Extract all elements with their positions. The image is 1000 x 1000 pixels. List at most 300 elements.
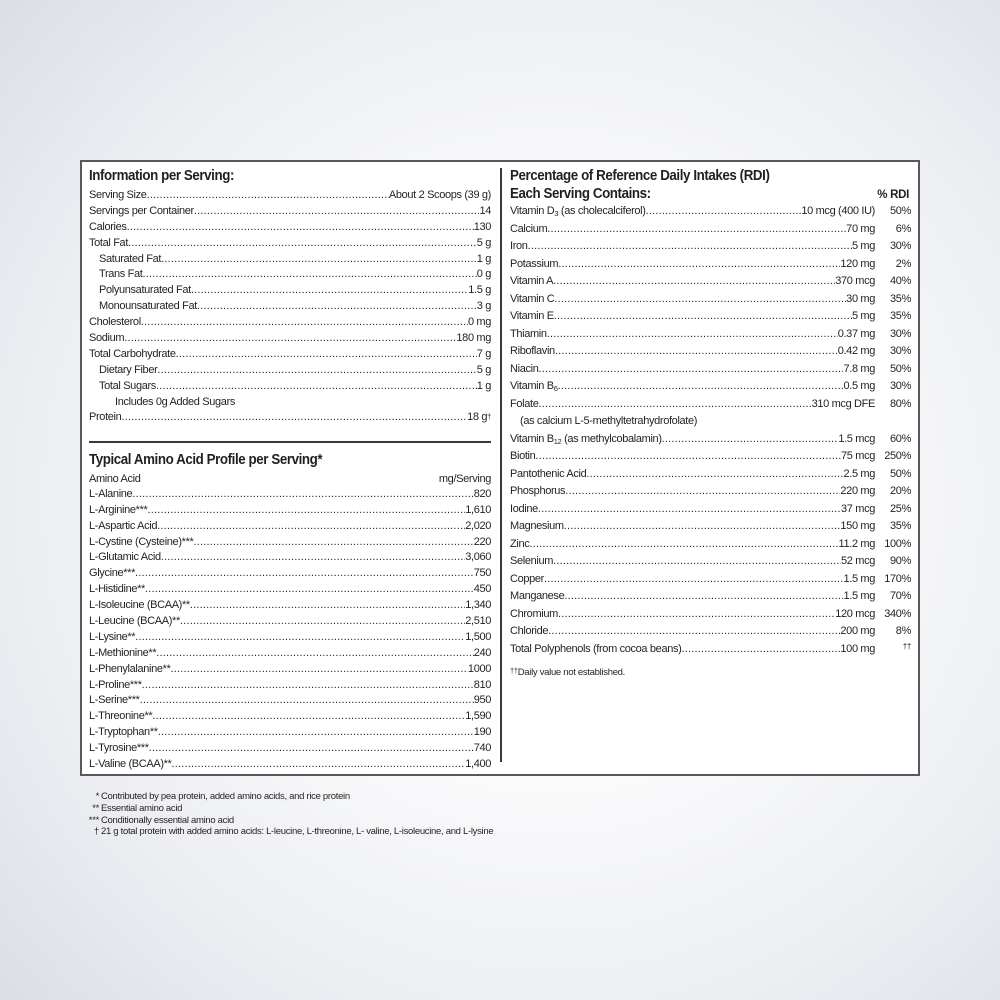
rdi-percent: 6% — [895, 222, 911, 235]
rdi-percent: 35% — [890, 520, 911, 532]
amino-value: 2,510 — [465, 614, 491, 627]
amino-label: L-Threonine** — [89, 710, 153, 723]
rdi-value: 5 mg — [851, 240, 875, 252]
rdi-label-text: Vitamin D — [510, 205, 555, 217]
rdi-label-text: Iodine — [510, 502, 538, 515]
rdi-label — [510, 466, 586, 484]
amino-row — [89, 646, 491, 662]
amino-label: L-Serine*** — [89, 694, 140, 707]
rdi-label — [510, 273, 553, 291]
rdi-percent: 30% — [890, 327, 911, 340]
info-value-text: 3 g — [476, 300, 491, 313]
info-label: Calories — [89, 220, 127, 233]
dot-leader — [529, 536, 838, 554]
amino-label: L-Methionine** — [89, 646, 157, 659]
rdi-note-text: Daily value not established. — [517, 667, 626, 678]
dot-leader — [149, 741, 474, 757]
amino-row — [89, 693, 491, 709]
rdi-row — [510, 343, 911, 361]
rdi-label-text: Zinc — [510, 537, 530, 550]
rdi-value: 52 mcg — [841, 555, 875, 567]
dot-leader — [172, 757, 466, 773]
footnote — [86, 791, 493, 803]
amino-value: 750 — [473, 567, 491, 580]
rdi-label-text: Copper — [510, 572, 544, 585]
amino-label: L-Glutamic Acid — [89, 551, 161, 564]
dot-leader — [547, 221, 846, 239]
info-value-text: 0 g — [476, 268, 491, 281]
info-row — [89, 204, 491, 220]
rdi-rows — [510, 203, 911, 658]
info-row — [89, 188, 491, 204]
info-row — [89, 363, 491, 379]
amino-label: L-Cystine (Cysteine)*** — [89, 535, 194, 548]
rdi-value: 10 mcg (400 IU) — [801, 205, 875, 217]
dot-leader — [161, 252, 477, 268]
rdi-note — [510, 667, 911, 678]
rdi-main — [510, 291, 875, 309]
amino-row — [89, 519, 491, 535]
amino-value: 1,590 — [465, 710, 491, 723]
amino-row — [89, 662, 491, 678]
rdi-percent: 30% — [890, 380, 911, 392]
dot-leader — [176, 347, 477, 363]
rdi-label-text: Potassium — [510, 257, 559, 270]
dot-leader — [564, 518, 841, 536]
rdi-label-text: Total Polyphenols (from cocoa beans) — [510, 642, 682, 655]
footnote-mark: † — [94, 826, 99, 838]
rdi-note-mark: †† — [510, 666, 518, 675]
rdi-label — [510, 203, 646, 221]
rdi-row — [510, 256, 911, 274]
amino-value: 820 — [473, 487, 491, 500]
rdi-value: 150 mg — [840, 520, 875, 532]
rdi-main — [510, 326, 875, 344]
info-value — [477, 252, 491, 268]
rdi-label-text: Biotin — [510, 450, 536, 462]
dot-leader — [646, 203, 802, 221]
rdi-main — [510, 501, 875, 519]
dot-leader — [142, 678, 474, 694]
amino-row — [89, 678, 491, 694]
rdi-row — [510, 221, 911, 239]
rdi-value: 100 mg — [840, 642, 875, 655]
rdi-row — [510, 203, 911, 221]
info-value — [468, 315, 491, 331]
dot-leader — [135, 566, 474, 582]
dot-leader — [681, 641, 840, 659]
amino-value: 2,020 — [465, 519, 491, 532]
info-row — [89, 299, 491, 315]
dot-leader — [193, 535, 473, 551]
rdi-label-rest: (as methylcobalamin) — [561, 432, 662, 445]
rdi-label-text: Vitamin B — [510, 380, 554, 392]
rdi-value: 220 mg — [840, 485, 875, 497]
rdi-row — [510, 238, 911, 256]
amino-row — [89, 550, 491, 566]
dot-leader — [548, 623, 840, 641]
rdi-value: 0.37 mg — [837, 327, 875, 340]
amino-value: 740 — [473, 742, 491, 755]
dot-leader — [565, 483, 840, 501]
amino-label: L-Proline*** — [89, 678, 142, 691]
info-row — [89, 379, 491, 395]
rdi-label — [510, 291, 554, 309]
rdi-main — [510, 518, 875, 536]
rdi-label-text: Vitamin E — [510, 310, 554, 322]
dot-leader — [152, 709, 465, 725]
dot-leader — [140, 693, 474, 709]
dot-leader — [554, 308, 852, 326]
info-value — [467, 410, 491, 426]
section-separator — [89, 441, 491, 443]
info-value-text: 1.5 g — [468, 284, 491, 297]
dot-leader — [157, 519, 465, 535]
rdi-main — [510, 308, 875, 326]
rdi-main — [510, 553, 875, 571]
footnote-mark: *** — [88, 814, 99, 826]
info-value-text: 5 g — [476, 236, 491, 249]
info-value — [477, 299, 491, 315]
rdi-value: 1.5 mg — [843, 590, 875, 602]
footnotes — [86, 791, 493, 838]
dot-leader — [180, 614, 465, 630]
footnote-text: Contributed by pea protein, added amino acids, and rice protein — [101, 791, 350, 802]
rdi-row — [510, 448, 911, 466]
rdi-label-text: Thiamin — [510, 327, 547, 340]
rdi-row — [510, 291, 911, 309]
info-value-text: About 2 Scoops (39 g) — [388, 189, 491, 201]
dot-leader — [135, 630, 465, 646]
rdi-label-text: Vitamin C — [510, 292, 555, 305]
amino-title: Typical Amino Acid Profile per Serving* — [89, 451, 323, 468]
info-row — [89, 347, 491, 363]
amino-value: 220 — [473, 535, 491, 548]
dot-leader — [538, 501, 841, 519]
rdi-label — [510, 518, 564, 536]
amino-row — [89, 582, 491, 598]
rdi-label — [510, 448, 535, 466]
rdi-label — [510, 536, 529, 554]
info-row — [89, 252, 491, 268]
rdi-label-text: Magnesium — [510, 520, 564, 532]
amino-row — [89, 614, 491, 630]
dot-leader — [538, 361, 843, 379]
rdi-percent: 2% — [895, 257, 911, 270]
rdi-label-text: Folate — [510, 397, 539, 410]
info-value — [474, 220, 491, 236]
rdi-label — [510, 623, 548, 641]
dot-leader — [171, 662, 468, 678]
info-label: Servings per Container — [89, 204, 194, 217]
rdi-row — [510, 483, 911, 501]
amino-col-label: Amino Acid — [89, 472, 141, 485]
rdi-label — [510, 553, 553, 571]
rdi-label-text: Pantothenic Acid — [510, 467, 587, 480]
rdi-main — [510, 606, 875, 624]
rdi-value: 5 mg — [851, 310, 875, 322]
amino-value: 950 — [473, 694, 491, 707]
info-row — [89, 331, 491, 347]
dot-leader — [544, 571, 843, 589]
info-row — [89, 395, 491, 411]
rdi-value: 200 mg — [840, 625, 875, 637]
rdi-row — [510, 308, 911, 326]
dot-leader — [586, 466, 843, 484]
rdi-label — [510, 431, 662, 449]
rdi-label-text: Phosphorus — [510, 485, 566, 497]
dot-leader — [156, 646, 473, 662]
rdi-percent: 40% — [890, 275, 911, 287]
rdi-value: 37 mcg — [841, 502, 875, 515]
rdi-value: 7.8 mg — [843, 362, 875, 375]
amino-label: L-Phenylalanine** — [89, 662, 171, 675]
dot-leader — [528, 238, 852, 256]
footnote — [86, 803, 493, 815]
amino-value: 240 — [473, 646, 491, 659]
info-title: Information per Serving: — [89, 168, 234, 184]
rdi-value: 120 mg — [840, 257, 875, 270]
dot-leader — [124, 331, 456, 347]
rdi-label-subscript: 12 — [553, 436, 562, 446]
dot-leader — [190, 598, 465, 614]
amino-value: 450 — [473, 583, 491, 596]
amino-row — [89, 741, 491, 757]
info-value — [456, 331, 491, 347]
amino-row — [89, 725, 491, 741]
info-label: Monounsaturated Fat — [99, 300, 197, 313]
amino-row — [89, 503, 491, 519]
rdi-percent: 35% — [890, 292, 911, 305]
rdi-subheader — [510, 185, 911, 203]
rdi-percent: 50% — [890, 362, 911, 375]
rdi-subtitle: Each Serving Contains: — [510, 186, 651, 202]
amino-column-header — [89, 471, 491, 487]
amino-row — [89, 709, 491, 725]
amino-row — [89, 566, 491, 582]
rdi-percent: 50% — [890, 205, 911, 217]
amino-label: L-Tyrosine*** — [89, 742, 149, 755]
rdi-continuation: (as calcium L-5-methyltetrahydrofolate) — [520, 415, 698, 427]
info-label: Saturated Fat — [99, 252, 162, 265]
rdi-value: 120 mcg — [835, 607, 875, 620]
info-label: Total Sugars — [99, 379, 156, 392]
dot-leader — [558, 256, 840, 274]
rdi-percent: 30% — [890, 240, 911, 252]
rdi-percent: 35% — [890, 310, 911, 322]
amino-rows — [89, 487, 491, 773]
dot-leader — [147, 188, 389, 204]
dot-leader — [141, 315, 468, 331]
dot-leader — [553, 273, 835, 291]
rdi-main — [510, 588, 875, 606]
dot-leader — [156, 379, 477, 395]
amino-label: L-Alanine — [89, 487, 133, 500]
info-row — [89, 315, 491, 331]
rdi-percent: 30% — [890, 345, 911, 357]
rdi-label-text: Calcium — [510, 222, 548, 235]
rdi-label-text: Chromium — [510, 607, 558, 620]
info-value — [477, 363, 491, 379]
dot-leader — [191, 283, 468, 299]
dot-leader — [538, 396, 811, 414]
info-label: Serving Size — [89, 189, 147, 201]
info-value-text: 7 g — [476, 347, 491, 360]
info-label: Sodium — [89, 332, 125, 345]
info-value — [477, 267, 491, 283]
info-label: Dietary Fiber — [99, 363, 158, 376]
rdi-label — [510, 641, 681, 659]
info-row — [89, 236, 491, 252]
footnote-text: Conditionally essential amino acid — [101, 814, 234, 826]
amino-row — [89, 598, 491, 614]
rdi-row — [510, 536, 911, 554]
info-value — [477, 236, 491, 252]
rdi-main — [510, 623, 875, 641]
rdi-main — [510, 466, 875, 484]
dot-leader — [197, 299, 477, 315]
rdi-percent: †† — [902, 641, 911, 651]
rdi-main — [510, 273, 875, 291]
rdi-label-text: Iron — [510, 240, 528, 252]
rdi-main — [510, 221, 875, 239]
amino-row — [89, 535, 491, 551]
rdi-label — [510, 326, 547, 344]
rdi-label-text: Selenium — [510, 555, 554, 567]
rdi-label — [510, 571, 544, 589]
info-label: Includes 0g Added Sugars — [115, 395, 236, 408]
rdi-value: 0.42 mg — [837, 345, 875, 357]
rdi-main — [510, 448, 875, 466]
rdi-value: 70 mg — [846, 222, 875, 235]
info-value — [477, 347, 491, 363]
dagger-mark: † — [487, 412, 491, 422]
amino-value: 3,060 — [465, 551, 491, 564]
rdi-percent: 80% — [890, 397, 911, 410]
rdi-row — [510, 326, 911, 344]
rdi-label — [510, 238, 528, 256]
rdi-label-text: Vitamin A — [510, 275, 554, 287]
rdi-percent: 20% — [890, 485, 911, 497]
rdi-percent: 170% — [884, 572, 911, 585]
dot-leader — [147, 503, 465, 519]
dot-leader — [145, 582, 474, 598]
info-value-text: 5 g — [476, 363, 491, 376]
dot-leader — [535, 448, 841, 466]
dot-leader — [554, 291, 846, 309]
rdi-label — [510, 588, 564, 606]
rdi-main — [510, 203, 875, 221]
rdi-main — [510, 641, 875, 659]
info-value — [479, 204, 491, 220]
amino-value: 190 — [473, 726, 491, 739]
rdi-title: Percentage of Reference Daily Intakes (RDI) — [510, 168, 770, 184]
rdi-label — [510, 221, 547, 239]
footnote-text: Essential amino acid — [101, 802, 183, 814]
rdi-row — [510, 571, 911, 589]
amino-label: L-Lysine** — [89, 630, 136, 643]
amino-label: L-Aspartic Acid — [89, 519, 158, 532]
info-value-text: 14 — [479, 204, 491, 217]
rdi-label — [510, 501, 538, 519]
info-value-text: 130 — [473, 220, 491, 233]
rdi-percent: 90% — [890, 555, 911, 567]
rdi-label-text: Niacin — [510, 362, 539, 375]
rdi-value: 2.5 mg — [843, 467, 875, 480]
rdi-percent: 340% — [884, 607, 911, 620]
right-column — [510, 167, 911, 678]
amino-value: 1,400 — [465, 758, 491, 770]
info-row — [89, 267, 491, 283]
dot-leader — [132, 487, 473, 503]
rdi-value: 30 mg — [846, 292, 875, 305]
rdi-label-subscript: 3 — [554, 209, 559, 218]
info-value-text: 180 mg — [456, 332, 491, 345]
rdi-row — [510, 413, 911, 431]
rdi-label-text: Riboflavin — [510, 345, 555, 357]
rdi-row — [510, 273, 911, 291]
amino-row — [89, 630, 491, 646]
dot-leader — [127, 220, 474, 236]
left-column — [89, 167, 491, 773]
footnote — [86, 826, 493, 838]
amino-value: 810 — [473, 678, 491, 691]
rdi-label-rest: (as cholecalciferol) — [558, 205, 646, 217]
info-value — [389, 188, 491, 204]
info-value-text: 0 mg — [467, 316, 491, 329]
amino-value: 1000 — [467, 662, 491, 675]
info-label: Trans Fat — [99, 268, 143, 281]
rdi-row — [510, 466, 911, 484]
rdi-value: 1.5 mcg — [838, 432, 875, 445]
amino-label: L-Histidine** — [89, 583, 145, 596]
dot-leader — [564, 588, 843, 606]
rdi-percent: 250% — [884, 450, 911, 462]
rdi-label — [510, 606, 558, 624]
dot-leader — [128, 236, 477, 252]
dot-leader — [143, 267, 477, 283]
rdi-value: 75 mcg — [841, 450, 875, 462]
amino-row — [89, 757, 491, 773]
rdi-value: 310 mcg DFE — [811, 397, 875, 410]
dot-leader — [121, 410, 467, 426]
amino-label: L-Valine (BCAA)** — [89, 758, 172, 770]
amino-label: Glycine*** — [89, 567, 136, 580]
info-label: Total Fat — [89, 236, 129, 249]
rdi-label — [510, 483, 565, 501]
rdi-main — [510, 343, 875, 361]
rdi-main — [510, 361, 875, 379]
dot-leader — [558, 378, 844, 396]
rdi-label-text: Chloride — [510, 625, 549, 637]
rdi-row — [510, 553, 911, 571]
info-label: Total Carbohydrate — [89, 347, 176, 360]
rdi-label — [510, 396, 538, 414]
info-label: Protein — [89, 411, 122, 424]
rdi-value: 0.5 mg — [843, 380, 875, 392]
info-label: Polyunsaturated Fat — [99, 284, 191, 297]
info-row — [89, 220, 491, 236]
dot-leader — [553, 553, 841, 571]
info-value-text: 1 g — [476, 379, 491, 392]
info-row — [89, 410, 491, 426]
amino-label: L-Leucine (BCAA)** — [89, 614, 180, 627]
rdi-label-text: Manganese — [510, 590, 565, 602]
amino-value: 1,340 — [465, 599, 491, 612]
info-value-text: 18 g — [467, 411, 488, 424]
rdi-main — [510, 571, 875, 589]
rdi-main — [510, 256, 875, 274]
